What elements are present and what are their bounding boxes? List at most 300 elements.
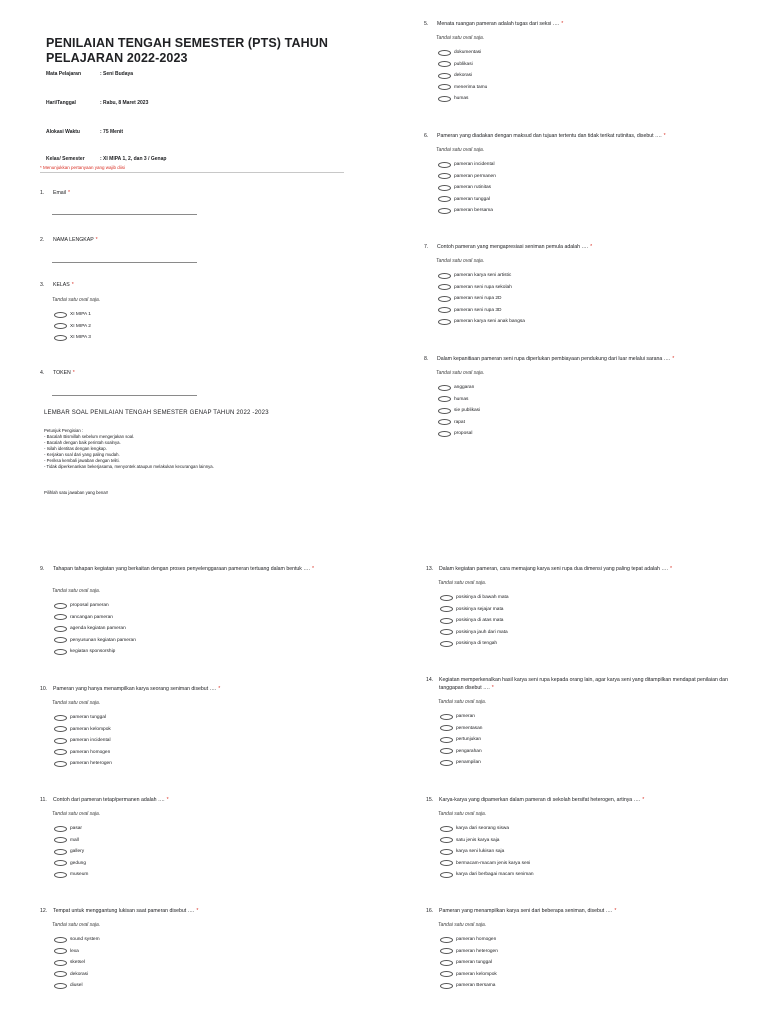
option-label: kegiatan sponsorship xyxy=(70,649,116,655)
question-number: 9. xyxy=(40,566,45,572)
option-label: karya seni lukisan saja xyxy=(456,849,505,855)
question-number: 15. xyxy=(426,797,434,803)
question-text xyxy=(437,356,674,364)
radio-oval[interactable] xyxy=(438,396,451,402)
radio-option[interactable] xyxy=(438,195,490,204)
option-label: rapat xyxy=(454,419,465,425)
radio-option[interactable] xyxy=(440,712,475,721)
option-label: XI MIPA 2 xyxy=(70,323,91,329)
radio-oval[interactable] xyxy=(440,737,453,743)
option-label: humas xyxy=(454,96,469,102)
radio-oval[interactable] xyxy=(54,826,67,832)
radio-option[interactable] xyxy=(54,725,111,734)
question-heading xyxy=(40,370,75,378)
radio-option[interactable] xyxy=(440,628,508,637)
radio-option[interactable] xyxy=(440,593,509,602)
option-label: pameran bersama xyxy=(454,208,493,214)
instruction-item: - Periksa kembali jawaban dengan teliti. xyxy=(44,458,120,463)
radio-option[interactable] xyxy=(438,306,501,315)
question-number: 5. xyxy=(424,21,429,27)
radio-option[interactable] xyxy=(440,758,481,767)
required-asterisk: * xyxy=(71,282,74,288)
option-label: pameran rutinitas xyxy=(454,185,492,191)
question-text xyxy=(53,566,363,574)
question-text-body: NAMA LENGKAP xyxy=(53,237,94,243)
question-text-body: TOKEN xyxy=(53,370,71,376)
instruction-item: - Bacalah Bismillah sebelum mengerjakan soal. xyxy=(44,434,135,439)
instruction-hint: Tandai satu oval saja. xyxy=(438,580,487,586)
radio-option[interactable] xyxy=(54,947,79,956)
radio-oval[interactable] xyxy=(438,284,451,290)
option-label: pameran xyxy=(456,714,475,719)
question-text xyxy=(437,133,666,141)
option-label: pameran karya seni anak bangsa xyxy=(454,319,525,325)
radio-option[interactable] xyxy=(54,322,91,331)
radio-option[interactable] xyxy=(440,958,492,967)
closing-instruction: Pilihlah satu jawaban yang benar! xyxy=(44,490,109,495)
option-label: pementasan xyxy=(456,725,483,731)
question-heading xyxy=(426,797,644,805)
meta-value: : 75 Menit xyxy=(100,129,124,135)
option-label: pameran tunggal xyxy=(70,715,107,720)
instruction-hint: Tandai satu oval saja. xyxy=(52,811,101,817)
radio-option[interactable] xyxy=(440,616,503,625)
radio-option[interactable] xyxy=(440,639,497,648)
radio-oval[interactable] xyxy=(54,983,67,989)
radio-option[interactable] xyxy=(54,981,83,990)
option-label: pameran heterogen xyxy=(70,761,112,767)
question-text xyxy=(53,190,70,198)
required-asterisk: * xyxy=(218,686,221,692)
option-label: pameran tunggal xyxy=(456,960,493,966)
option-label: pameran seni rupa sekolah xyxy=(454,284,512,290)
radio-option[interactable] xyxy=(440,735,481,744)
option-label: dekorasi xyxy=(454,73,473,79)
radio-option[interactable] xyxy=(54,636,136,645)
required-asterisk: * xyxy=(663,133,666,139)
radio-option[interactable] xyxy=(440,981,495,990)
radio-option[interactable] xyxy=(440,870,534,879)
radio-oval[interactable] xyxy=(438,307,451,313)
meta-value: : XI MIPA 1, 2, dan 3 / Genap xyxy=(100,156,167,162)
instruction-item: - Isilah identitas dengan lengkap. xyxy=(44,446,107,451)
radio-oval[interactable] xyxy=(54,849,67,855)
question-text-body: Dalam kepanitiaan pameran seni rupa diperlukan pembiayaan pendukung dari luar melalui sarana …. xyxy=(437,356,671,362)
radio-oval[interactable] xyxy=(440,872,453,878)
required-asterisk: * xyxy=(72,370,75,376)
radio-option[interactable] xyxy=(438,60,473,69)
option-label: anggaran xyxy=(454,385,475,390)
radio-oval[interactable] xyxy=(440,937,453,943)
option-label: proposal pameran xyxy=(70,603,109,608)
option-label: sketsel xyxy=(70,960,85,966)
question-number: 4. xyxy=(40,370,45,376)
radio-option[interactable] xyxy=(438,183,491,192)
radio-oval[interactable] xyxy=(440,860,453,866)
radio-option[interactable] xyxy=(438,283,512,292)
radio-oval[interactable] xyxy=(54,948,67,954)
instruction-hint: Tandai satu oval saja. xyxy=(52,588,101,594)
question-heading xyxy=(40,908,198,916)
radio-option[interactable] xyxy=(54,859,86,868)
option-label: proposal xyxy=(454,431,473,437)
question-text xyxy=(53,282,74,290)
option-label: agenda kegiatan pameran xyxy=(70,626,126,632)
meta-value: : Seni Budaya xyxy=(100,71,134,77)
instruction-hint: Tandai satu oval saja. xyxy=(438,922,487,928)
radio-option[interactable] xyxy=(438,383,474,392)
question-text-body: Pameran yang menampilkan karya seni dari beberapa seniman, disebut …. xyxy=(439,908,613,914)
radio-option[interactable] xyxy=(54,935,100,944)
meta-label: Mata Pelajaran xyxy=(46,71,82,77)
option-label: pameran kelompok xyxy=(70,726,111,732)
radio-oval[interactable] xyxy=(440,606,453,612)
question-text-body: Menata ruangan pameran adalah tugas dari seksi …. xyxy=(437,21,560,27)
required-asterisk: * xyxy=(67,190,71,196)
radio-option[interactable] xyxy=(438,206,493,215)
radio-oval[interactable] xyxy=(54,761,67,767)
radio-option[interactable] xyxy=(438,406,480,415)
question-text xyxy=(437,244,592,252)
question-heading xyxy=(424,244,592,252)
question-text xyxy=(53,686,220,694)
radio-oval[interactable] xyxy=(440,971,453,977)
instruction-hint: Tandai satu oval saja. xyxy=(52,297,101,303)
radio-option[interactable] xyxy=(438,294,501,303)
radio-option[interactable] xyxy=(54,958,85,967)
question-text-body: Dalam kegiatan pameran, cara memajang karya seni rupa dua dimensi yang paling tepat adalah …. xyxy=(439,566,668,572)
option-label: posisinya di atas mata xyxy=(456,618,504,624)
radio-oval[interactable] xyxy=(54,603,67,609)
radio-option[interactable] xyxy=(54,647,115,656)
instruction-hint: Tandai satu oval saja. xyxy=(436,370,485,376)
option-label: diusel xyxy=(70,983,83,989)
option-label: pameran incidental xyxy=(70,738,111,744)
radio-oval[interactable] xyxy=(54,749,67,755)
option-label: pengarahan xyxy=(456,748,482,754)
radio-oval[interactable] xyxy=(54,726,67,732)
option-label: XI MIPA 3 xyxy=(70,335,91,341)
question-text-body: Pameran yang hanya menampilkan karya seorang seniman disebut …. xyxy=(53,686,217,692)
radio-option[interactable] xyxy=(54,970,88,979)
radio-oval[interactable] xyxy=(54,626,67,632)
radio-option[interactable] xyxy=(54,613,113,622)
option-label: pameran Bersama xyxy=(456,983,496,989)
meta-row xyxy=(46,100,148,106)
radio-option[interactable] xyxy=(438,271,511,280)
option-label: dekorasi xyxy=(70,971,89,977)
question-text xyxy=(437,21,563,29)
radio-oval[interactable] xyxy=(438,408,451,414)
radio-oval[interactable] xyxy=(440,837,453,843)
radio-option[interactable] xyxy=(440,605,503,614)
option-label: penampilan xyxy=(456,760,481,766)
radio-oval[interactable] xyxy=(440,595,453,601)
question-number: 16. xyxy=(426,908,434,914)
radio-oval[interactable] xyxy=(438,385,451,391)
question-number: 1. xyxy=(40,190,45,196)
radio-oval[interactable] xyxy=(438,185,451,191)
radio-option[interactable] xyxy=(438,395,468,404)
question-number: 10. xyxy=(40,686,48,692)
radio-oval[interactable] xyxy=(440,641,453,647)
option-label: pameran homogen xyxy=(456,937,497,942)
radio-option[interactable] xyxy=(54,310,91,319)
required-asterisk: * xyxy=(614,908,617,914)
radio-option[interactable] xyxy=(440,859,530,868)
question-number: 11. xyxy=(40,797,47,803)
radio-oval[interactable] xyxy=(440,629,453,635)
option-label: pameran homogen xyxy=(70,749,111,755)
option-label: bermacam-macam jenis karya seni xyxy=(456,860,531,866)
option-label: penyusunan kegiatan pameran xyxy=(70,637,136,643)
radio-oval[interactable] xyxy=(54,860,67,866)
instruction-item: - Kerjakan soal dari yang paling mudah. xyxy=(44,452,120,457)
radio-oval[interactable] xyxy=(438,431,451,437)
radio-oval[interactable] xyxy=(438,208,451,214)
radio-oval[interactable] xyxy=(440,714,453,720)
instruction-hint: Tandai satu oval saja. xyxy=(436,258,485,264)
question-text-body: Tempat untuk menggantung lukisan saat pameran disebut …. xyxy=(53,908,195,914)
radio-option[interactable] xyxy=(438,429,472,438)
option-label: pameran heterogen xyxy=(456,948,498,954)
radio-oval[interactable] xyxy=(438,96,451,102)
radio-oval[interactable] xyxy=(440,826,453,832)
radio-option[interactable] xyxy=(54,713,106,722)
radio-option[interactable] xyxy=(438,317,525,326)
question-text xyxy=(439,797,644,805)
instruction-hint: Tandai satu oval saja. xyxy=(436,147,485,153)
text-answer-field[interactable] xyxy=(52,214,197,215)
question-text xyxy=(53,370,75,378)
question-number: 8. xyxy=(424,356,429,362)
radio-option[interactable] xyxy=(440,947,498,956)
radio-oval[interactable] xyxy=(438,162,451,168)
meta-value: : Rabu, 8 Maret 2023 xyxy=(100,100,149,106)
radio-oval[interactable] xyxy=(438,173,451,179)
required-asterisk: * xyxy=(95,237,98,243)
radio-option[interactable] xyxy=(440,847,504,856)
option-label: pameran kelompok xyxy=(456,971,497,977)
option-label: posisinya sejajar mata xyxy=(456,606,504,612)
required-asterisk: * xyxy=(642,797,645,803)
option-label: karya dari seorang siswa xyxy=(456,826,510,831)
question-text-body: Contoh pameran yang mengapresiasi seniman pemula adalah …. xyxy=(437,244,589,250)
radio-oval[interactable] xyxy=(54,937,67,943)
radio-option[interactable] xyxy=(440,724,482,733)
radio-oval[interactable] xyxy=(438,61,451,67)
required-asterisk: * xyxy=(672,356,675,362)
radio-oval[interactable] xyxy=(438,84,451,90)
question-number: 7. xyxy=(424,244,429,250)
radio-option[interactable] xyxy=(438,172,496,181)
option-label: mall xyxy=(70,837,79,843)
option-label: XI MIPA 1 xyxy=(70,312,91,317)
question-text xyxy=(53,908,198,916)
option-label: dokumentasi xyxy=(454,50,482,55)
question-number: 13. xyxy=(426,566,434,572)
option-label: sound system xyxy=(70,937,100,942)
instruction-hint: Tandai satu oval saja. xyxy=(436,35,485,41)
radio-oval[interactable] xyxy=(440,948,453,954)
question-heading xyxy=(40,237,98,245)
radio-oval[interactable] xyxy=(54,971,67,977)
option-label: posisinya jauh dari mata xyxy=(456,629,508,635)
radio-oval[interactable] xyxy=(54,312,67,318)
question-text xyxy=(53,237,98,245)
option-label: sie publikasi xyxy=(454,408,481,414)
radio-oval[interactable] xyxy=(438,196,451,202)
radio-option[interactable] xyxy=(54,824,82,833)
required-asterisk: * xyxy=(669,566,672,572)
instruction-hint: Tandai satu oval saja. xyxy=(52,922,101,928)
question-heading xyxy=(426,677,739,692)
radio-option[interactable] xyxy=(440,970,497,979)
radio-oval[interactable] xyxy=(440,618,453,624)
question-text-body: Kegiatan memperkenalkan hasil karya seni rupa kepada orang lain, agar karya seni yang ditampilkan mendapat penilaian dan tanggapan disebut …. xyxy=(439,677,728,691)
required-asterisk: * xyxy=(166,797,169,803)
instructions-title: Petunjuk Pengisian : xyxy=(44,428,84,433)
radio-option[interactable] xyxy=(438,160,495,169)
radio-option[interactable] xyxy=(54,870,88,879)
radio-oval[interactable] xyxy=(54,614,67,620)
radio-oval[interactable] xyxy=(440,760,453,766)
radio-option[interactable] xyxy=(438,71,472,80)
radio-oval[interactable] xyxy=(54,872,67,878)
section-title: LEMBAR SOAL PENILAIAN TENGAH SEMESTER GENAP TAHUN 2022 -2023 xyxy=(44,410,269,416)
radio-oval[interactable] xyxy=(438,50,451,56)
radio-option[interactable] xyxy=(438,48,481,57)
radio-option[interactable] xyxy=(438,94,468,103)
meta-label: Hari/Tanggal xyxy=(46,100,76,106)
radio-oval[interactable] xyxy=(54,649,67,655)
question-heading xyxy=(424,356,674,364)
option-label: pameran seni rupa 2D xyxy=(454,296,502,302)
question-text-body: KELAS xyxy=(53,282,70,288)
meta-row xyxy=(46,156,166,162)
question-number: 12. xyxy=(40,908,48,914)
question-number: 2. xyxy=(40,237,45,243)
question-heading xyxy=(424,133,666,141)
question-text-body: Pameran yang diadakan dengan maksud dan tujuan tertentu dan tidak terikat rutinitas, disebut …. xyxy=(437,133,662,139)
radio-oval[interactable] xyxy=(54,837,67,843)
instruction-item: - Bacalah dengan baik perintah soalnya. xyxy=(44,440,121,445)
required-asterisk: * xyxy=(590,244,593,250)
required-asterisk: * xyxy=(196,908,199,914)
instruction-hint: Tandai satu oval saja. xyxy=(438,811,487,817)
question-heading xyxy=(40,566,363,574)
radio-oval[interactable] xyxy=(438,273,451,279)
option-label: pertunjukan xyxy=(456,737,482,743)
radio-option[interactable] xyxy=(54,333,91,342)
radio-oval[interactable] xyxy=(440,725,453,731)
question-text xyxy=(439,566,672,574)
radio-oval[interactable] xyxy=(440,748,453,754)
option-label: gallery xyxy=(70,849,85,855)
radio-option[interactable] xyxy=(54,601,109,610)
meta-row xyxy=(46,71,133,77)
instruction-item: - Tidak diperkenankan bekerjasama, menyontek ataupun melakukan kecurangan lainnya. xyxy=(44,464,214,469)
question-text xyxy=(53,797,169,805)
question-number: 3. xyxy=(40,282,45,288)
radio-oval[interactable] xyxy=(54,637,67,643)
option-label: rancangan pameran xyxy=(70,614,113,620)
radio-oval[interactable] xyxy=(440,983,453,989)
option-label: pameran karya seni artistic xyxy=(454,273,512,278)
option-label: satu jenis karya saja xyxy=(456,837,500,843)
radio-option[interactable] xyxy=(54,624,126,633)
question-text-body: Contoh dari pameran tetap/permanen adalah …. xyxy=(53,797,165,803)
radio-oval[interactable] xyxy=(54,323,67,329)
radio-oval[interactable] xyxy=(54,715,67,721)
radio-oval[interactable] xyxy=(438,73,451,79)
required-asterisk: * xyxy=(311,566,314,572)
radio-option[interactable] xyxy=(54,748,110,757)
radio-option[interactable] xyxy=(440,824,509,833)
question-heading xyxy=(40,190,70,198)
question-number: 6. xyxy=(424,133,429,139)
radio-oval[interactable] xyxy=(438,319,451,325)
text-answer-field[interactable] xyxy=(52,395,197,396)
radio-oval[interactable] xyxy=(438,296,451,302)
question-text-body: Email xyxy=(53,190,66,196)
option-label: posisinya di tengah xyxy=(456,641,498,647)
radio-oval[interactable] xyxy=(54,738,67,744)
option-label: lexa xyxy=(70,948,79,954)
radio-option[interactable] xyxy=(438,418,465,427)
question-text xyxy=(439,677,739,692)
text-answer-field[interactable] xyxy=(52,262,197,263)
radio-option[interactable] xyxy=(54,736,111,745)
radio-oval[interactable] xyxy=(440,960,453,966)
radio-option[interactable] xyxy=(438,83,487,92)
radio-oval[interactable] xyxy=(438,419,451,425)
option-label: publikasi xyxy=(454,61,473,67)
required-asterisk: * xyxy=(561,21,564,27)
meta-label: Kelas/ Semester xyxy=(46,156,85,162)
radio-option[interactable] xyxy=(54,847,84,856)
question-heading xyxy=(426,566,672,574)
option-label: pasar xyxy=(70,826,82,831)
radio-option[interactable] xyxy=(54,759,112,768)
question-heading xyxy=(40,282,74,290)
instruction-hint: Tandai satu oval saja. xyxy=(52,700,101,706)
question-heading xyxy=(426,908,616,916)
radio-oval[interactable] xyxy=(54,335,67,341)
instruction-hint: Tandai satu oval saja. xyxy=(438,699,487,705)
question-text xyxy=(439,908,616,916)
radio-option[interactable] xyxy=(54,836,79,845)
option-label: pameran tunggal xyxy=(454,196,491,202)
option-label: gedung xyxy=(70,860,87,866)
radio-option[interactable] xyxy=(440,836,499,845)
option-label: posisinya di bawah mata xyxy=(456,595,509,600)
divider xyxy=(40,172,344,173)
question-number: 14. xyxy=(426,677,434,683)
radio-option[interactable] xyxy=(440,935,496,944)
meta-row xyxy=(46,129,123,135)
option-label: museum xyxy=(70,872,89,878)
option-label: pameran permanen xyxy=(454,173,496,179)
option-label: menerima tamu xyxy=(454,84,488,90)
meta-label: Alokasi Waktu xyxy=(46,129,80,135)
question-heading xyxy=(424,21,563,29)
required-note: * Menunjukkan pertanyaan yang wajib diisi xyxy=(40,165,126,170)
option-label: pameran incidental xyxy=(454,162,495,167)
radio-option[interactable] xyxy=(440,747,482,756)
radio-oval[interactable] xyxy=(440,849,453,855)
radio-oval[interactable] xyxy=(54,960,67,966)
